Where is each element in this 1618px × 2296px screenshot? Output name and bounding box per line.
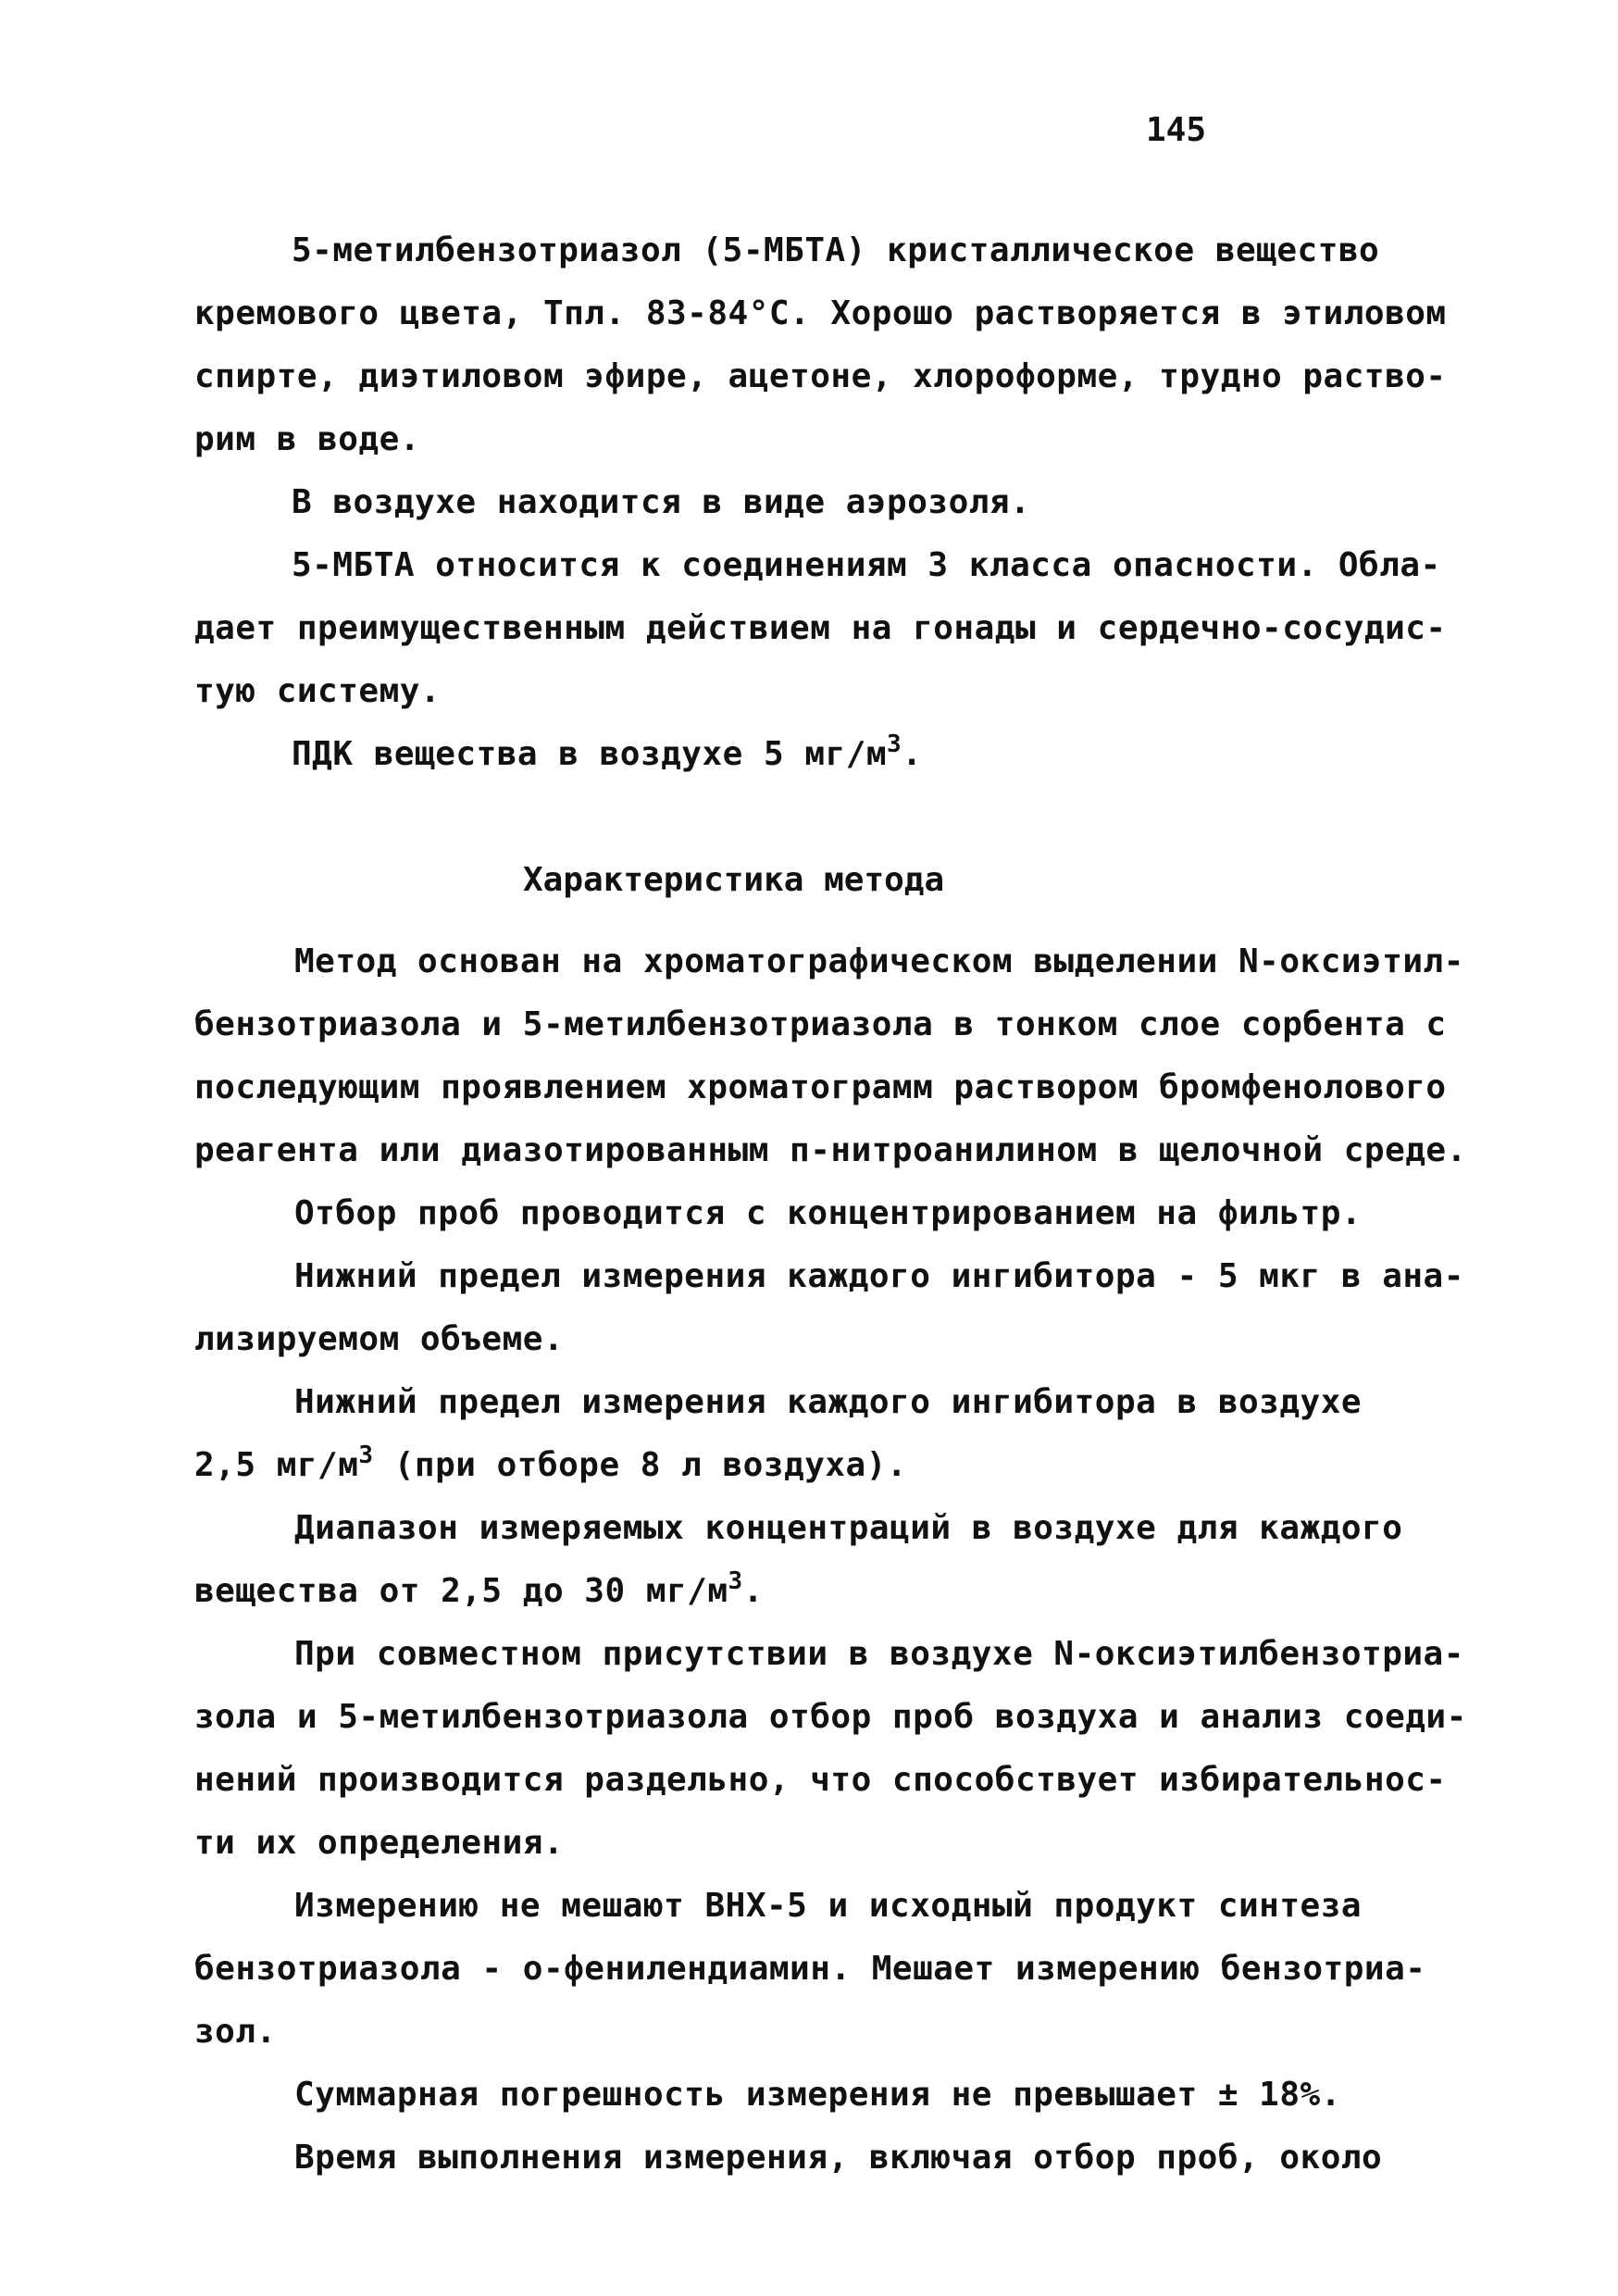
pdk-end: . — [902, 735, 923, 773]
text-line: Время выполнения измерения, включая отбор проб, около — [294, 2139, 1383, 2177]
pdk-text: ПДК вещества в воздухе 5 мг/м — [292, 735, 888, 773]
pdk-line — [292, 730, 923, 773]
air-text: 2,5 мг/м — [194, 1446, 359, 1484]
text-line: ти их определения. — [194, 1824, 565, 1862]
text-line: бензотриазола и 5-метилбензотриазола в тонком слое сорбента с — [194, 1005, 1447, 1043]
air-concentration-line — [194, 1441, 908, 1484]
text-line: последующим проявлением хроматограмм раствором бромфенолового — [194, 1068, 1447, 1106]
text-line: В воздухе находится в виде аэрозоля. — [292, 483, 1031, 521]
text-line: реагента или диазотированным п-нитроанилином в щелочной среде. — [194, 1131, 1467, 1169]
text-line: зол. — [194, 2013, 277, 2051]
range-text-end: . — [742, 1572, 764, 1610]
text-line: Диапазон измеряемых концентраций в воздухе для каждого — [294, 1509, 1403, 1547]
superscript: 3 — [887, 730, 902, 758]
superscript: 3 — [728, 1567, 743, 1595]
text-line: тую систему. — [194, 672, 442, 710]
text-line: кремового цвета, Тпл. 83-84°С. Хорошо растворяется в этиловом — [194, 294, 1447, 332]
text-line: Нижний предел измерения каждого ингибитора в воздухе — [294, 1383, 1363, 1421]
text-line: зола и 5-метилбензотриазола отбор проб воздуха и анализ соеди- — [194, 1698, 1467, 1736]
text-line: рим в воде. — [194, 420, 420, 458]
range-line — [194, 1567, 764, 1610]
text-line: Нижний предел измерения каждого ингибитора - 5 мкг в ана- — [294, 1257, 1464, 1295]
text-line: спирте, диэтиловом эфире, ацетоне, хлороформе, трудно раство- — [194, 357, 1447, 395]
section-heading: Характеристика метода — [523, 861, 945, 899]
text-line: лизируемом объеме. — [194, 1320, 565, 1358]
range-text: вещества от 2,5 до 30 мг/м — [194, 1572, 728, 1610]
page-number: 145 — [1146, 111, 1207, 149]
text-line: 5-метилбензотриазол (5-МБТА) кристаллическое вещество — [292, 231, 1380, 269]
text-line: При совместном присутствии в воздухе N-оксиэтилбензотриа- — [294, 1635, 1464, 1673]
text-line: Суммарная погрешность измерения не превышает ± 18%. — [294, 2076, 1341, 2114]
superscript: 3 — [358, 1441, 374, 1469]
text-line: Метод основан на хроматографическом выделении N-оксиэтил- — [294, 942, 1464, 980]
text-line: бензотриазола - о-фенилендиамин. Мешает измерению бензотриа- — [194, 1950, 1426, 1988]
text-line: 5-МБТА относится к соединениям 3 класса опасности. Обла- — [292, 546, 1441, 584]
air-text-end: (при отборе 8 л воздуха). — [373, 1446, 908, 1484]
text-line: Измерению не мешают ВНХ-5 и исходный продукт синтеза — [294, 1887, 1363, 1925]
text-line: Отбор проб проводится с концентрированием на фильтр. — [294, 1194, 1363, 1232]
text-line: нений производится раздельно, что способствует избирательнос- — [194, 1761, 1447, 1799]
text-line: дает преимущественным действием на гонады и сердечно-сосудис- — [194, 609, 1447, 647]
